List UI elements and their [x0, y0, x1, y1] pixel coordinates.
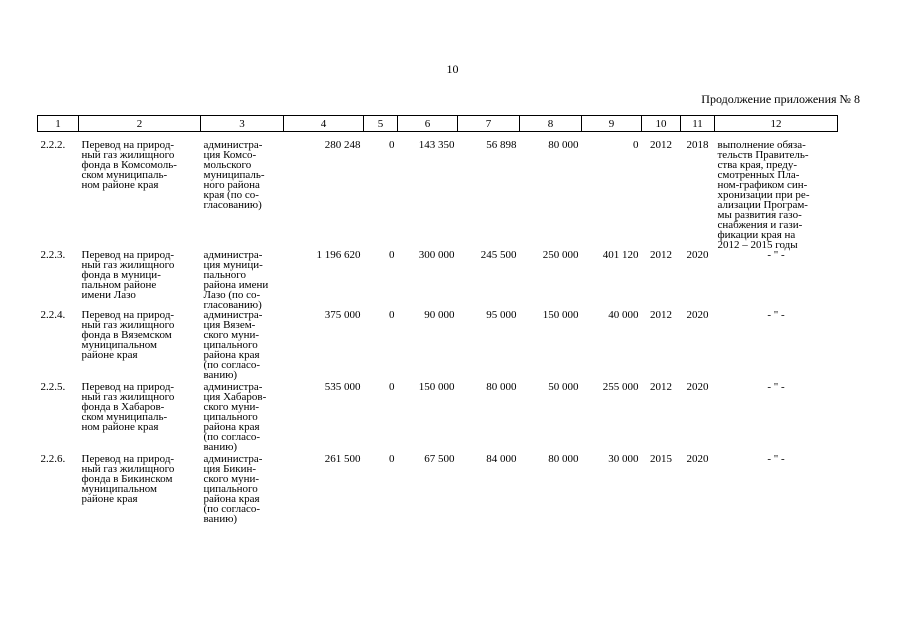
item-number: 2.2.6.: [40, 453, 66, 465]
col-header: 12: [715, 116, 838, 132]
cell-end-year: 2018: [686, 139, 709, 151]
item-executor: администра- ция Вязем- ского муни- ципального района края (по согласо- ванию): [203, 309, 263, 381]
col-header: 1: [38, 116, 79, 132]
item-name: Перевод на природ- ный газ жилищного фонда в Бикинском муниципальном районе края: [81, 453, 175, 505]
col-header: 3: [201, 116, 284, 132]
table-row: [38, 454, 838, 534]
item-name: Перевод на природ- ный газ жилищного фонда в Вяземском муниципальном районе края: [81, 309, 175, 361]
item-name: Перевод на природ- ный газ жилищного фонда в Хабаров- ском муниципаль- ном районе края: [81, 381, 175, 433]
cell-end-year: 2020: [686, 249, 709, 261]
cell-col5: 0: [389, 309, 395, 321]
cell-col7: 95 000: [486, 309, 517, 321]
cell-end-year: 2020: [686, 309, 709, 321]
cell-col6: 300 000: [418, 249, 455, 261]
item-number: 2.2.4.: [40, 309, 66, 321]
col-header: 9: [582, 116, 642, 132]
cell-col7: 84 000: [486, 453, 517, 465]
cell-col6: 90 000: [424, 309, 455, 321]
cell-col5: 0: [389, 249, 395, 261]
cell-col8: 150 000: [542, 309, 579, 321]
cell-col6: 143 350: [418, 139, 455, 151]
col-header: 8: [520, 116, 582, 132]
cell-col5: 0: [389, 453, 395, 465]
cell-col9: 30 000: [608, 453, 639, 465]
cell-col8: 250 000: [542, 249, 579, 261]
item-executor: администра- ция Хабаров- ского муни- ципального района края (по согласо- ванию): [203, 381, 267, 453]
cell-col9: 401 120: [602, 249, 639, 261]
cell-col8: 80 000: [548, 139, 579, 151]
item-executor: администра- ция Бикин- ского муни- ципального района края (по согласо- ванию): [203, 453, 263, 525]
item-name: Перевод на природ- ный газ жилищного фонда в Комсомоль- ском муниципаль- ном районе края: [81, 139, 177, 191]
cell-start-year: 2012: [650, 381, 672, 393]
item-name: Перевод на природ- ный газ жилищного фонда в муници- пальном районе имени Лазо: [81, 249, 175, 301]
cell-start-year: 2012: [650, 249, 672, 261]
cell-col8: 80 000: [548, 453, 579, 465]
item-number: 2.2.3.: [40, 249, 66, 261]
table-row: [38, 382, 838, 454]
cell-col9: 40 000: [608, 309, 639, 321]
cell-start-year: 2015: [650, 453, 672, 465]
item-number: 2.2.2.: [40, 139, 66, 151]
col-header: 7: [458, 116, 520, 132]
item-executor: администра- ция муници- пального района имени Лазо (по со- гласованию): [203, 249, 269, 311]
cell-col7: 80 000: [486, 381, 517, 393]
cell-col7: 56 898: [486, 139, 517, 151]
cell-result: - " -: [767, 453, 785, 465]
cell-total: 280 248: [324, 139, 361, 151]
cell-total: 535 000: [324, 381, 361, 393]
cell-col5: 0: [389, 381, 395, 393]
cell-col6: 150 000: [418, 381, 455, 393]
program-table: [37, 115, 838, 534]
table-row: [38, 132, 838, 251]
cell-result: - " -: [767, 381, 785, 393]
col-header: 4: [284, 116, 364, 132]
page-number: 10: [446, 62, 459, 76]
cell-start-year: 2012: [650, 139, 672, 151]
table-row: [38, 310, 838, 382]
cell-col8: 50 000: [548, 381, 579, 393]
cell-result: - " -: [767, 309, 785, 321]
cell-col5: 0: [389, 139, 395, 151]
cell-result: выполнение обяза- тельств Правитель- ства края, преду- смотренных Пла- ном-графиком син- хронизации при ре- ализации Програм- мы развития газо- снабжения и гази- фикации края на 2012 – 2015 годы: [717, 139, 810, 251]
item-executor: администра- ция Комсо- мольского муниципаль- ного района края (по со- гласованию): [203, 139, 265, 211]
header-row: [38, 116, 838, 132]
col-header: 2: [79, 116, 201, 132]
cell-end-year: 2020: [686, 453, 709, 465]
cell-col6: 67 500: [424, 453, 455, 465]
cell-end-year: 2020: [686, 381, 709, 393]
col-header: 5: [364, 116, 398, 132]
continuation-label: Продолжение приложения № 8: [701, 92, 860, 106]
cell-total: 1 196 620: [316, 249, 361, 261]
cell-col9: 255 000: [602, 381, 639, 393]
cell-total: 261 500: [324, 453, 361, 465]
cell-result: - " -: [767, 249, 785, 261]
col-header: 6: [398, 116, 458, 132]
col-header: 11: [681, 116, 715, 132]
table-row: [38, 250, 838, 310]
cell-col7: 245 500: [480, 249, 517, 261]
col-header: 10: [642, 116, 681, 132]
cell-col9: 0: [633, 139, 639, 151]
cell-total: 375 000: [324, 309, 361, 321]
item-number: 2.2.5.: [40, 381, 66, 393]
cell-start-year: 2012: [650, 309, 672, 321]
